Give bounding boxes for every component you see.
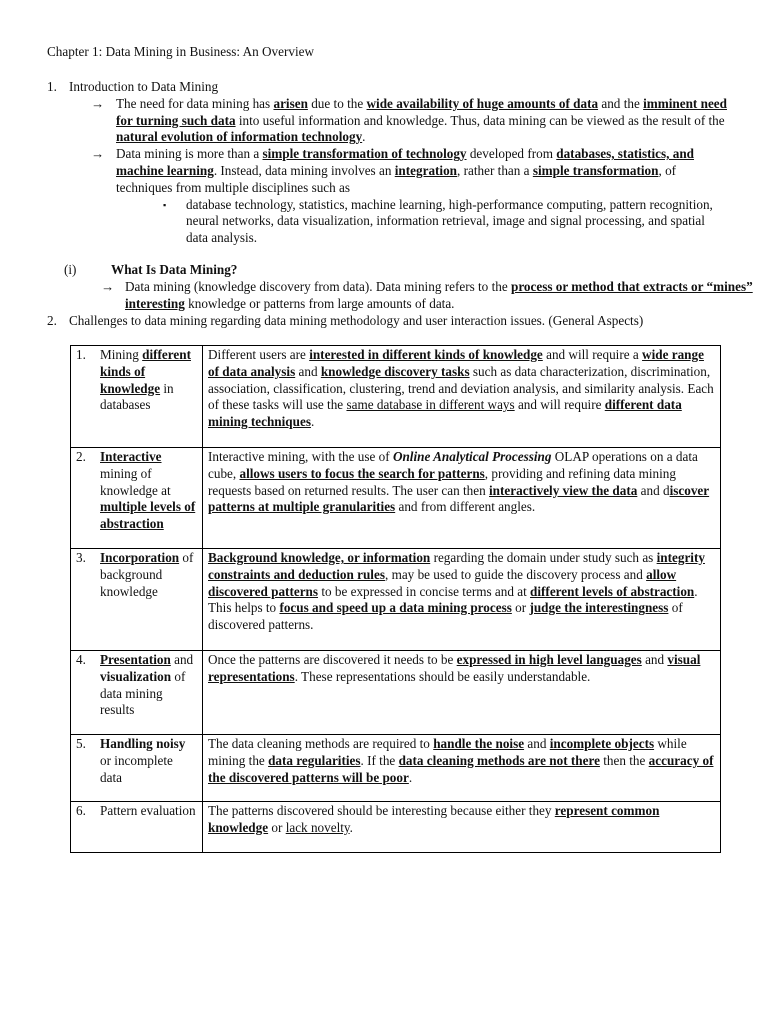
description-text: or — [511, 600, 530, 616]
description-text: expressed in high level languages — [456, 652, 642, 667]
challenge-name-cell: 6. Pattern evaluation — [71, 802, 203, 853]
challenge-description-cell — [203, 802, 721, 853]
description-text: and — [641, 652, 668, 667]
section-title: Challenges to data mining regarding data mining methodology and user interaction issues. (General Aspects) — [69, 313, 644, 328]
challenge-name-cell: 2. Interactive mining of knowledge at multiple levels of abstraction — [71, 448, 203, 549]
table-row — [71, 448, 721, 549]
challenge-name-cell: 1. Mining different kinds of knowledge in databases — [71, 346, 203, 448]
arrow-paragraph-1: → The need for data mining has arisen due to the wide availability of huge amounts of data and the imminent need for turning such data into useful information and knowledge. Thus, data mining can be viewed as the result of the natural evolution of information technology. — [91, 95, 727, 145]
description-text: Online Analytical Processing — [392, 449, 552, 464]
description-text: same database in different ways — [346, 397, 515, 413]
description-text: while mining the — [208, 736, 687, 768]
description-text: . — [349, 819, 353, 835]
arrow-icon: → — [91, 95, 105, 111]
description-text: Background knowledge, or information — [208, 550, 431, 565]
description-text: . — [310, 414, 315, 430]
description-text: such as data characterization, discrimination, association, classification, clustering, trend and deviation analysis, and similarity analysis. Each of these tasks will use the — [208, 363, 714, 413]
challenge-name-cell: 5. Handling noisy or incomplete data — [71, 735, 203, 802]
description-text: interested in different kinds of knowledge — [309, 347, 543, 362]
arrow-icon: → — [91, 146, 105, 162]
section-challenges — [47, 313, 727, 330]
description-text: accuracy of the discovered patterns will be poor — [208, 752, 714, 785]
description-text: Different users are — [208, 347, 310, 362]
section-number: 2. — [47, 313, 57, 328]
description-text: to be expressed in concise terms and at — [318, 583, 531, 599]
description-text: iscover patterns at multiple granularities — [208, 482, 710, 515]
description-text: interactively view the data — [489, 482, 638, 498]
description-text: and from different angles. — [395, 499, 536, 515]
table-row — [71, 651, 721, 735]
challenge-description-cell — [203, 549, 721, 651]
description-text: OLAP operations on a data cube, — [208, 449, 698, 481]
description-text: and — [524, 736, 550, 751]
challenge-description-cell — [203, 651, 721, 735]
chapter-title: Chapter 1: Data Mining in Business: An Overview — [47, 44, 315, 59]
arrow-paragraph-definition: → Data mining (knowledge discovery from data). Data mining refers to the process or method that extracts or “mines” interesting knowledge or patterns from large amounts of data. — [101, 279, 753, 311]
description-text: . If the — [360, 752, 399, 768]
challenge-name-cell: 3. Incorporation of background knowledge — [71, 549, 203, 651]
description-text: integrity constraints and deduction rules — [208, 550, 705, 582]
description-text: allow discovered patterns — [208, 566, 677, 599]
arrow-icon: → — [101, 279, 115, 294]
section-introduction — [47, 79, 727, 247]
description-text: wide range of data analysis — [208, 347, 704, 379]
description-text: , providing and refining data mining requests based on returned results. The user can then — [208, 465, 676, 498]
description-text: represent common knowledge — [208, 803, 660, 835]
description-text: Interactive mining, with the use of — [208, 449, 393, 464]
description-text: different data mining techniques — [208, 397, 682, 430]
table-row — [71, 802, 721, 853]
challenges-table — [70, 345, 721, 853]
section-number: 1. — [47, 79, 57, 94]
challenge-description-cell — [203, 346, 721, 448]
description-text: focus and speed up a data mining process — [279, 600, 512, 616]
subsection-number: (i) — [64, 262, 77, 277]
description-text: incomplete objects — [549, 736, 655, 751]
description-text: data cleaning methods are not there — [398, 752, 600, 768]
description-text: . — [408, 769, 413, 785]
description-text: handle the noise — [433, 736, 525, 751]
description-text: regarding the domain under study such as — [430, 550, 657, 565]
arrow-paragraph-2: → Data mining is more than a simple transformation of technology developed from databases, statistics, and machine learning. Instead, data mining involves an integration, rather than a simple transformation, of techniques from multiple disciplines such as — [91, 146, 695, 195]
square-bullet-icon: ▪ — [163, 199, 167, 210]
description-text: , may be used to guide the discovery process and — [384, 566, 647, 582]
description-text: The data cleaning methods are required to — [208, 736, 434, 751]
description-text: lack novelty — [285, 819, 350, 835]
description-text: . This helps to — [208, 583, 698, 616]
section-title: Introduction to Data Mining — [69, 79, 219, 94]
description-text: and d — [637, 482, 670, 498]
description-text: judge the interestingness — [529, 600, 669, 616]
description-text: and — [295, 363, 321, 379]
challenge-description-cell — [203, 735, 721, 802]
description-text: The patterns discovered should be interesting because either they — [208, 803, 555, 818]
section-heading — [47, 79, 727, 96]
table-row — [71, 735, 721, 802]
subsection-heading: What Is Data Mining? — [111, 262, 238, 277]
description-text: different levels of abstraction — [530, 583, 695, 599]
description-text: visual representations — [208, 652, 701, 684]
description-text: and will require a — [542, 347, 643, 362]
description-text: Once the patterns are discovered it needs to be — [208, 652, 457, 667]
description-text: data regularities — [268, 752, 361, 768]
challenge-name-cell: 4. Presentation and visualization of data mining results — [71, 651, 203, 735]
challenge-description-cell — [203, 448, 721, 549]
description-text: of discovered patterns. — [208, 600, 683, 633]
table-row — [71, 346, 721, 448]
description-text: and will require — [514, 397, 605, 413]
description-text: knowledge discovery tasks — [320, 363, 470, 379]
description-text: then the — [599, 752, 649, 768]
table-row — [71, 549, 721, 651]
description-text: . These representations should be easily understandable. — [294, 668, 591, 684]
bullet-item: ▪ database technology, statistics, machine learning, high-performance computing, pattern recognition, neural networks, data visualization, information retrieval, image and signal processing, and spatial data analysis. — [163, 196, 713, 246]
description-text: allows users to focus the search for patterns — [239, 465, 485, 481]
description-text: or — [268, 819, 286, 835]
